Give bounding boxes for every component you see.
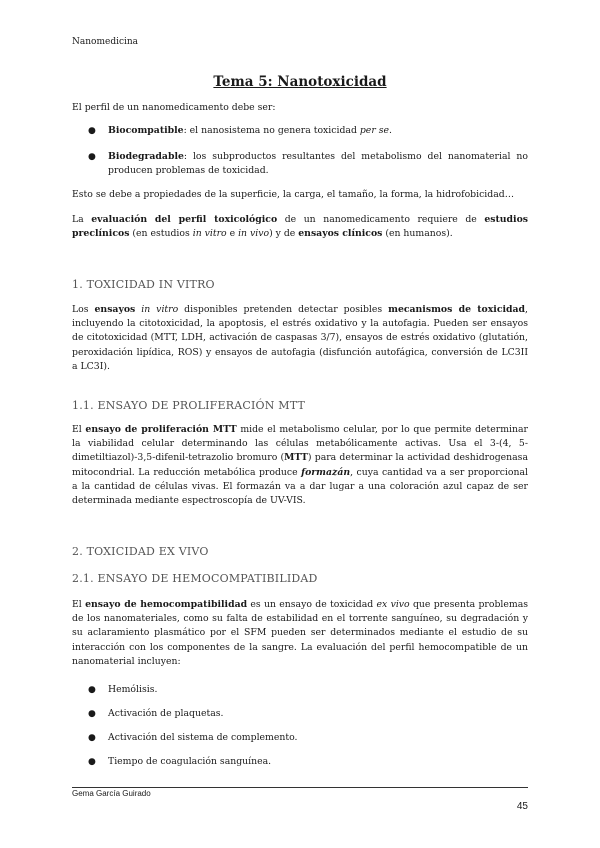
bullet-icon: ● [88, 733, 96, 743]
running-header: Nanomedicina [72, 37, 139, 47]
bullet-icon: ● [88, 126, 96, 136]
page-title: Tema 5: Nanotoxicidad [213, 74, 387, 90]
section1-paragraph: Los ensayos in vitro disponibles pretenden detectar posibles mecanismos de toxicidad, incluyendo la citotoxicidad, la apoptosis, el estrés oxidativo y la autofagia. Pueden ser ensayos de citotoxicidad (MTT, LDH, activación de caspasas 3/7), ensayos de estrés oxidativo (glutatión, peroxidación lipídica, ROS) y ensayos de autofagia (disfunción autofágica, conversión de LC3II a LC3I). [72, 304, 529, 372]
section21-paragraph: El ensayo de hemocompatibilidad es un ensayo de toxicidad ex vivo que presenta problemas de los nanomateriales, como su falta de estabilidad en el torrente sanguíneo, su degradación y su aclaramiento plasmático por el SFM pueden ser determinados mediante el estudio de su interacción con los componentes de la sangre. La evaluación del perfil hemocompatible de un nanomaterial incluyen: [72, 599, 529, 667]
section-heading: 1. TOXICIDAD IN VITRO [72, 278, 215, 291]
list-item: Biodegradable: los subproductos resultantes del metabolismo del nanomaterial no producen problemas de toxicidad. [108, 151, 528, 177]
bullet-icon: ● [88, 757, 96, 767]
list-item: Hemólisis. [108, 684, 158, 695]
section11-paragraph: El ensayo de proliferación MTT mide el metabolismo celular, por lo que permite determinar la viabilidad celular determinando las células metabólicamente activas. Usa el 3-(4, 5-dimetiltiazol)-3,5-difenil-tetrazolio bromuro (MTT) para determinar la actividad deshidrogenasa mitocondrial. La reducción metabólica produce formazán, cuya cantidad va a ser proporcional a la cantidad de células vivas. El formazán va a dar lugar a una coloración azul capaz de ser determinada mediante espectroscopía de UV-VIS. [72, 424, 528, 507]
bullet-icon: ● [88, 709, 96, 719]
page-number: 45 [516, 801, 528, 812]
footer-author: Gema García Guirado [72, 789, 151, 798]
bullet-icon: ● [88, 152, 96, 162]
section-heading: 2. TOXICIDAD EX VIVO [72, 545, 209, 558]
evaluation-paragraph: La evaluación del perfil toxicológico de un nanomedicamento requiere de estudios preclínicos (en estudios in vitro e in vivo) y de ensayos clínicos (en humanos). [72, 214, 528, 240]
intro-lead: El perfil de un nanomedicamento debe ser: [72, 102, 276, 113]
list-item: Tiempo de coagulación sanguínea. [108, 756, 272, 767]
section-heading: 1.1. ENSAYO DE PROLIFERACIÓN MTT [72, 399, 305, 412]
list-item: Activación de plaquetas. [108, 708, 224, 719]
section-heading: 2.1. ENSAYO DE HEMOCOMPATIBILIDAD [72, 572, 318, 585]
list-item: Activación del sistema de complemento. [108, 732, 298, 743]
properties-paragraph: Esto se debe a propiedades de la superficie, la carga, el tamaño, la forma, la hidrofobicidad… [72, 189, 515, 200]
list-item: Biocompatible: el nanosistema no genera toxicidad per se. [108, 125, 392, 136]
bullet-icon: ● [88, 685, 96, 695]
footer-divider [72, 787, 528, 788]
